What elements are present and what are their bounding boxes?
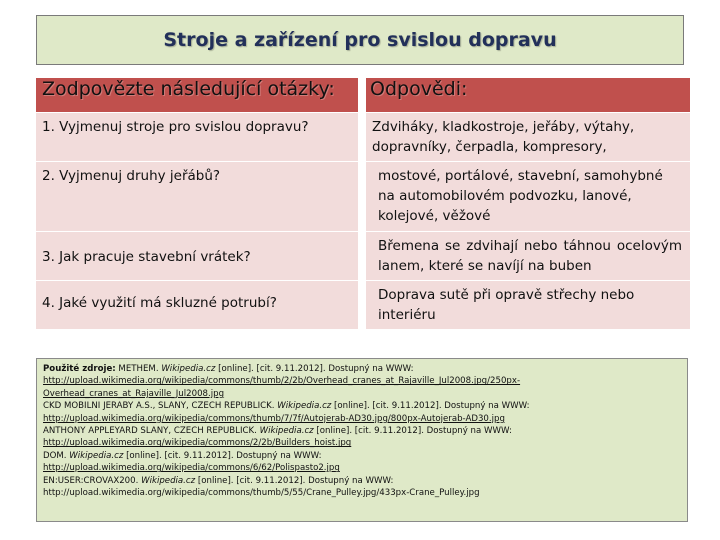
title-box — [36, 15, 684, 65]
question-cell: 3. Jak pracuje stavební vrátek? — [36, 231, 362, 280]
source-link[interactable]: Overhead_cranes_at_Rajaville_Jul2008.jpg — [43, 388, 225, 399]
source-link[interactable]: http://upload.wikimedia.org/wikipedia/commons/thumb/7/7f/Autojerab-AD30.jpg/800px-Autojerab-AD30.jpg — [43, 413, 505, 424]
page-title: Stroje a zařízení pro svislou dopravu — [163, 29, 557, 51]
source-link-line — [43, 388, 681, 400]
source-line — [43, 425, 681, 437]
source-text: CKD MOBILNI JERABY A.S., SLANY, CZECH REPUBLICK. — [43, 401, 278, 412]
table-row — [36, 280, 690, 329]
source-text: [online]. [cit. 9.11.2012]. Dostupný na WWW: — [313, 426, 512, 437]
table-row — [36, 161, 690, 231]
source-link[interactable]: http://upload.wikimedia.org/wikipedia/commons/6/62/Polispasto2.jpg — [43, 463, 340, 474]
source-text: ANTHONY APPLEYARD SLANY, CZECH REPUBLICK. — [43, 426, 260, 437]
answer-cell: Zdviháky, kladkostroje, jeřáby, výtahy, dopravníky, čerpadla, kompresory, — [362, 112, 690, 161]
questions-header: Zodpovězte následující otázky: — [36, 78, 362, 112]
source-text: EN:USER:CROVAX200. — [43, 475, 142, 486]
source-text: METHEM. — [115, 364, 162, 374]
sources-box — [36, 358, 688, 522]
source-site: Wikipedia.cz — [141, 475, 196, 486]
source-site: Wikipedia.cz — [259, 426, 314, 437]
source-site: Wikipedia.cz — [277, 401, 332, 412]
table-header-row — [36, 78, 690, 112]
source-text: [online]. [cit. 9.11.2012]. Dostupný na WWW: — [195, 475, 394, 486]
sources-label: Použité zdroje: — [43, 364, 116, 374]
source-url: http://upload.wikimedia.org/wikipedia/commons/thumb/5/55/Crane_Pulley.jpg/433px-Crane_Pulley.jpg — [43, 488, 480, 499]
source-text: DOM. — [43, 450, 70, 461]
answer-cell: Břemena se zdvihají nebo táhnou ocelovým lanem, které se navíjí na buben — [362, 231, 690, 280]
source-link-line — [43, 462, 681, 474]
source-line — [43, 363, 681, 375]
source-text: [online]. [cit. 9.11.2012]. Dostupný na WWW: — [331, 401, 530, 412]
source-text: [online]. [cit. 9.11.2012]. Dostupný na WWW: — [123, 450, 322, 461]
source-link-line — [43, 437, 681, 449]
answers-header: Odpovědi: — [362, 78, 690, 112]
question-cell: 1. Vyjmenuj stroje pro svislou dopravu? — [36, 112, 362, 161]
source-line — [43, 475, 681, 487]
source-link-line — [43, 375, 681, 387]
answer-cell: mostové, portálové, stavební, samohybné na automobilovém podvozku, lanové, kolejové, věžové — [362, 161, 690, 231]
question-cell: 2. Vyjmenuj druhy jeřábů? — [36, 161, 362, 231]
source-link[interactable]: http://upload.wikimedia.org/wikipedia/commons/2/2b/Builders_hoist.jpg — [43, 438, 352, 449]
source-url-line — [43, 487, 681, 499]
source-link[interactable]: http://upload.wikimedia.org/wikipedia/commons/thumb/2/2b/Overhead_cranes_at_Rajaville_Jul2008.jpg/250px- — [43, 376, 521, 387]
source-site: Wikipedia.cz — [69, 450, 124, 461]
source-site: Wikipedia.cz — [161, 364, 216, 374]
question-cell: 4. Jaké využití má skluzné potrubí? — [36, 280, 362, 329]
source-line — [43, 450, 681, 462]
table-row — [36, 231, 690, 280]
source-link-line — [43, 413, 681, 425]
table-row — [36, 112, 690, 161]
source-text: [online]. [cit. 9.11.2012]. Dostupný na WWW: — [215, 364, 414, 374]
answer-cell: Doprava sutě při opravě střechy nebo interiéru — [362, 280, 690, 329]
qa-table — [36, 78, 690, 329]
source-line — [43, 400, 681, 412]
